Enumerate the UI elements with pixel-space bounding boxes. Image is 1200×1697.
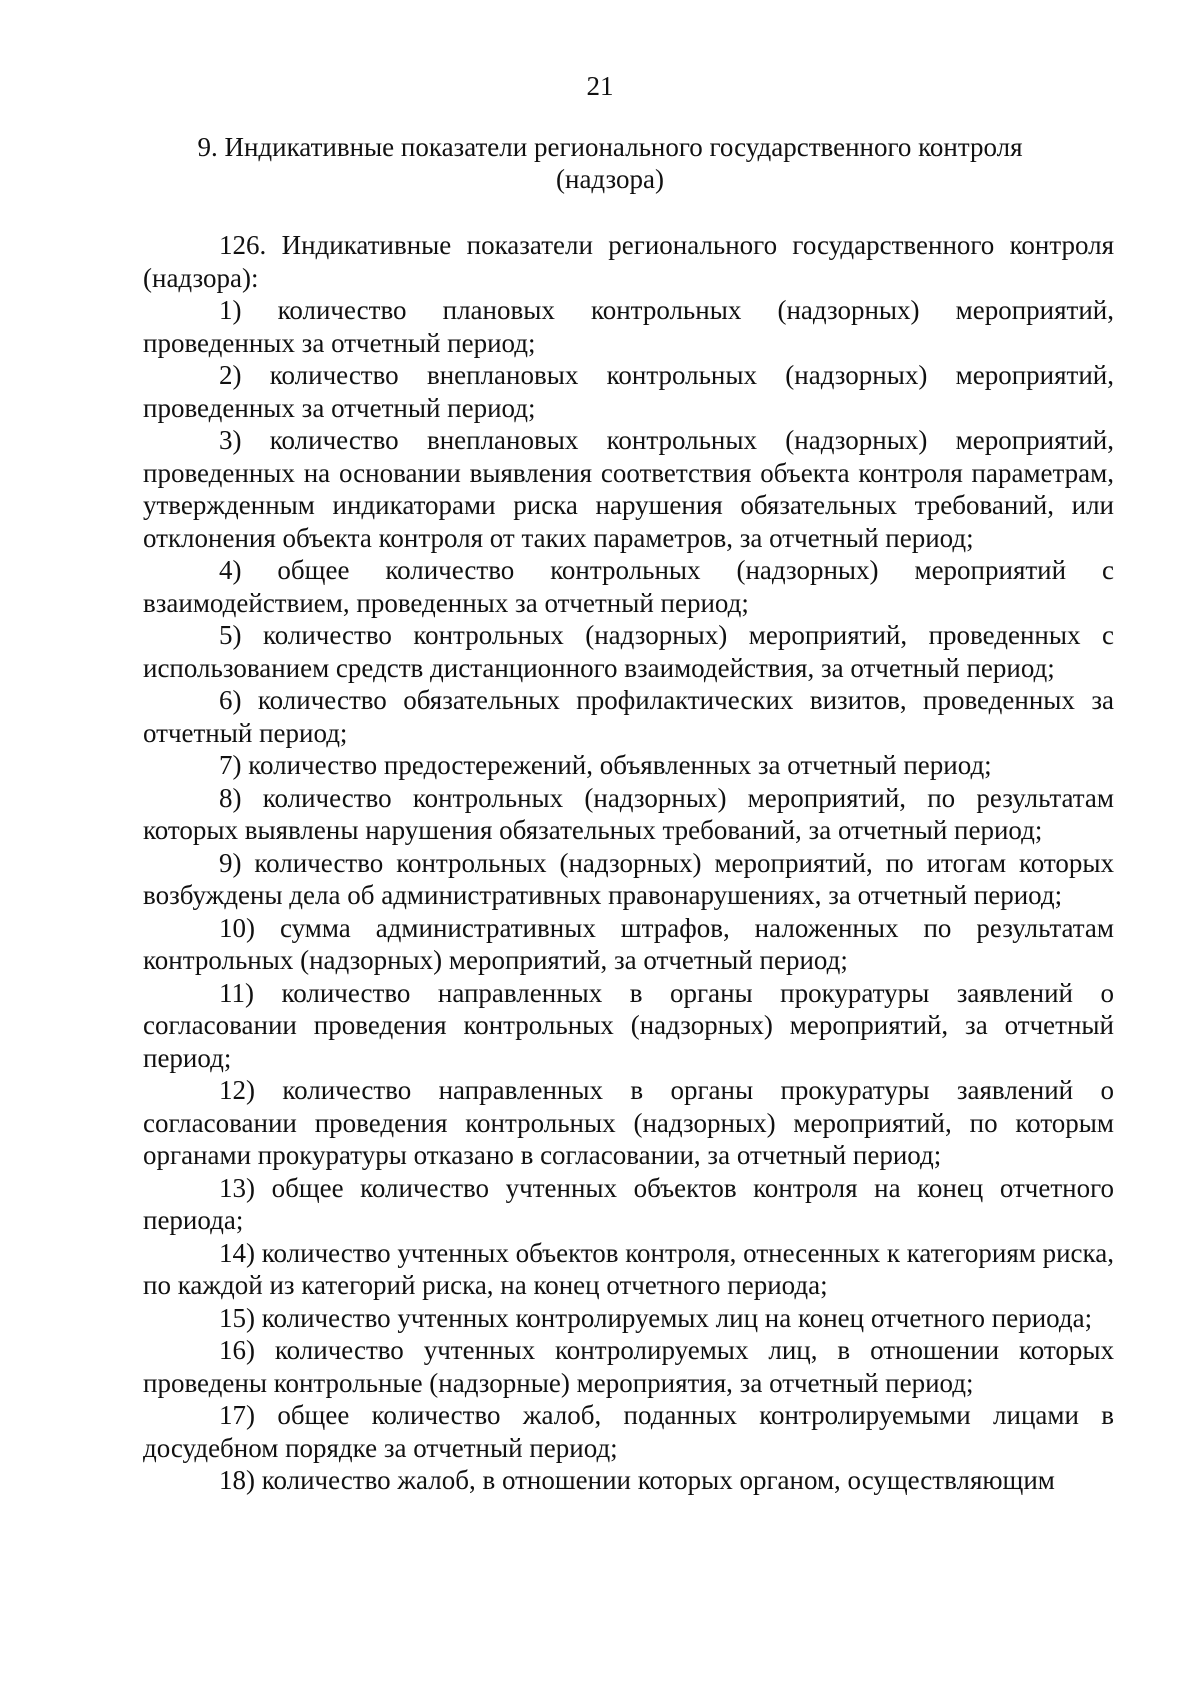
list-item-7: 7) количество предостережений, объявленных за отчетный период;	[219, 750, 992, 780]
paragraph-intro: 126. Индикативные показатели регионального государственного контроля (надзора):	[143, 230, 1114, 293]
list-item-4: 4) общее количество контрольных (надзорных) мероприятий с взаимодействием, проведенных за отчетный период;	[143, 555, 1114, 618]
body-text	[143, 229, 1114, 1497]
list-item-9: 9) количество контрольных (надзорных) мероприятий, по итогам которых возбуждены дела об административных правонарушениях, за отчетный период;	[143, 847, 1114, 910]
list-item-13: 13) общее количество учтенных объектов контроля на конец отчетного периода;	[143, 1172, 1114, 1235]
list-item-8: 8) количество контрольных (надзорных) мероприятий, по результатам которых выявлены нарушения обязательных требований, за отчетный период;	[143, 782, 1114, 845]
list-item-2: 2) количество внеплановых контрольных (надзорных) мероприятий, проведенных за отчетный период;	[143, 360, 1114, 423]
list-item-16: 16) количество учтенных контролируемых лиц, в отношении которых проведены контрольные (надзорные) мероприятия, за отчетный период;	[143, 1335, 1114, 1398]
section-heading-line-2: (надзора)	[556, 164, 664, 194]
list-item-10: 10) сумма административных штрафов, наложенных по результатам контрольных (надзорных) мероприятий, за отчетный период;	[143, 912, 1114, 975]
list-item-15: 15) количество учтенных контролируемых лиц на конец отчетного периода;	[219, 1302, 1093, 1333]
section-heading	[150, 131, 1070, 195]
list-item-5: 5) количество контрольных (надзорных) мероприятий, проведенных с использованием средств дистанционного взаимодействия, за отчетный период;	[143, 620, 1114, 683]
list-item-12: 12) количество направленных в органы прокуратуры заявлений о согласовании проведения контрольных (надзорных) мероприятий, по которым органами прокуратуры отказано в согласовании, за отчетный период;	[143, 1075, 1114, 1170]
section-heading-line-1: 9. Индикативные показатели регионального государственного контроля	[197, 132, 1023, 162]
page-number: 21	[586, 71, 614, 101]
list-item-11: 11) количество направленных в органы прокуратуры заявлений о согласовании проведения контрольных (надзорных) мероприятий, за отчетный период;	[143, 977, 1114, 1073]
list-item-17: 17) общее количество жалоб, поданных контролируемыми лицами в досудебном порядке за отчетный период;	[143, 1400, 1114, 1463]
list-item-6: 6) количество обязательных профилактических визитов, проведенных за отчетный период;	[143, 685, 1114, 748]
list-item-14: 14) количество учтенных объектов контроля, отнесенных к категориям риска, по каждой из категорий риска, на конец отчетного периода;	[143, 1237, 1114, 1300]
list-item-18: 18) количество жалоб, в отношении которых органом, осуществляющим	[219, 1465, 1055, 1495]
list-item-1: 1) количество плановых контрольных (надзорных) мероприятий, проведенных за отчетный период;	[143, 295, 1114, 358]
list-item-3: 3) количество внеплановых контрольных (надзорных) мероприятий, проведенных на основании выявления соответствия объекта контроля параметрам, утвержденным индикаторами риска нарушения обязательных требований, или отклонения объекта контроля от таких параметров, за отчетный период;	[143, 425, 1114, 553]
